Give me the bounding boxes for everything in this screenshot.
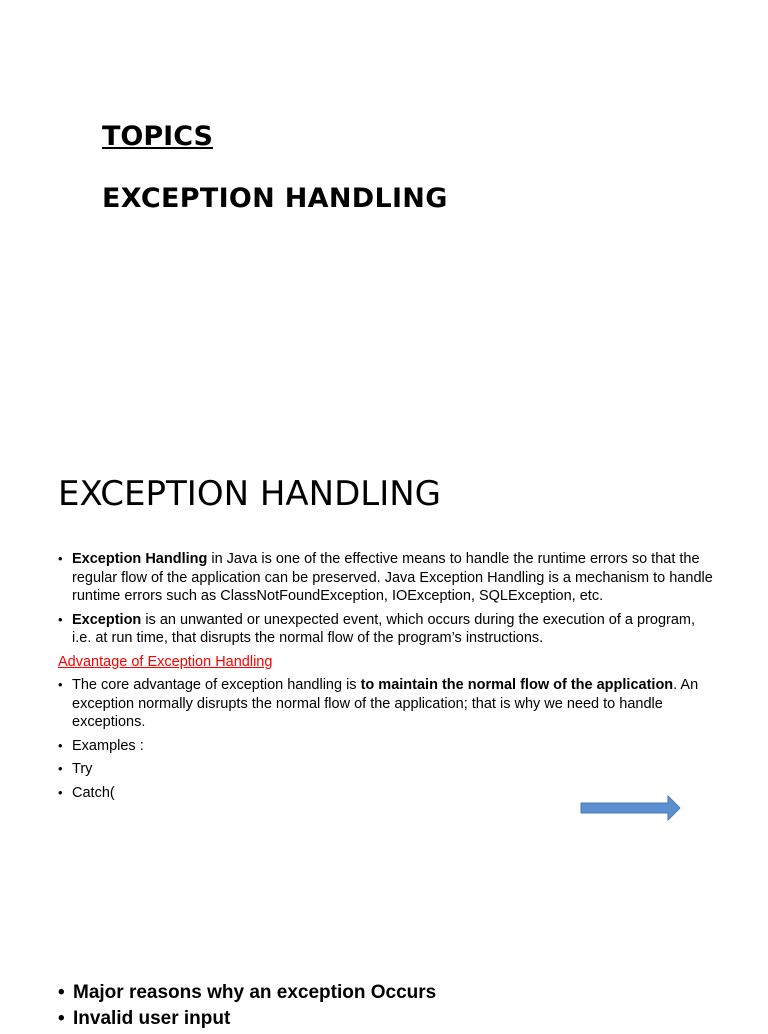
reasons-list bbox=[58, 982, 436, 1034]
slide-content bbox=[58, 550, 718, 807]
reasons-heading: • Major reasons why an exception Occurs bbox=[58, 982, 436, 1004]
bold-term: Exception bbox=[72, 611, 142, 628]
slide-title: EXCEPTION HANDLING bbox=[58, 474, 442, 514]
bullet-examples: • Examples : bbox=[58, 737, 718, 756]
bullet-text: is an unwanted or unexpected event, which occurs during the execution of a program, i.e. at run time, that disrupts the normal flow of the program’s instructions. bbox=[72, 611, 696, 646]
bullet-text: . An exception normally disrupts the normal flow of the application; that is why we need to handle exceptions. bbox=[72, 677, 699, 730]
bullet-text: The core advantage of exception handling is bbox=[72, 677, 361, 693]
right-arrow-icon bbox=[580, 795, 682, 821]
slide-exception-reasons bbox=[0, 960, 768, 1029]
bullet-try: • Try bbox=[58, 760, 718, 779]
topic-subtitle: EXCEPTION HANDLING bbox=[102, 183, 448, 214]
bullet-catch: • Catch( bbox=[58, 784, 718, 803]
slide-topics bbox=[0, 0, 768, 440]
reason-item: • Invalid user input bbox=[58, 1008, 436, 1030]
bullet-exception-handling bbox=[58, 550, 718, 606]
bullet-text: in Java is one of the effective means to handle the runtime errors so that the regular flow of the application can be preserved. Java Exception Handling is a mechanism to handle runtime errors such as ClassNotFoundException, IOException, SQLException, etc. bbox=[72, 551, 713, 604]
bold-term: Exception Handling bbox=[72, 551, 208, 567]
bullet-exception bbox=[58, 611, 718, 648]
advantage-heading: Advantage of Exception Handling bbox=[58, 653, 273, 670]
topics-heading: TOPICS bbox=[102, 121, 213, 152]
bullet-core-advantage bbox=[58, 676, 718, 732]
slide-exception-handling bbox=[0, 440, 768, 960]
bold-phrase: to maintain the normal flow of the application bbox=[360, 677, 674, 693]
